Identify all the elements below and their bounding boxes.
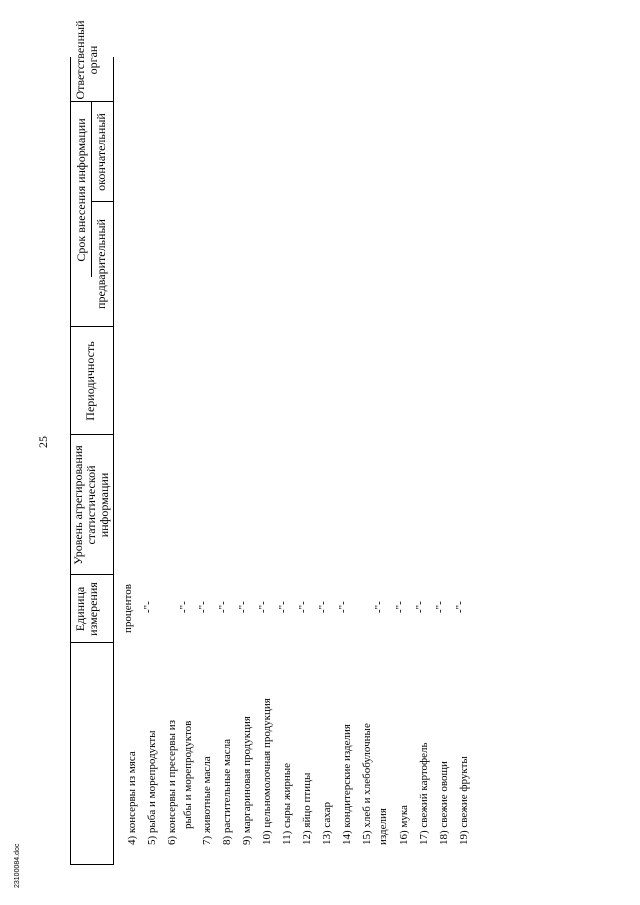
col-sep-6 <box>70 101 113 102</box>
col-sep-5 <box>91 201 113 202</box>
row-label: 16) мука <box>398 805 410 845</box>
row-unit: -"- <box>317 601 329 613</box>
rotated-table <box>58 15 603 865</box>
row-label: 12) яйцо птицы <box>301 772 313 845</box>
row-label: 10) цельномолочная продукция <box>261 698 273 845</box>
row-label: 15) хлеб и хлебобулочные <box>361 723 373 845</box>
row-unit: -"- <box>178 601 190 613</box>
header-final: окончательный <box>94 113 108 191</box>
row-unit: -"- <box>297 601 309 613</box>
row-label: 18) свежие овощи <box>438 761 450 845</box>
col-sep-2 <box>70 574 113 575</box>
header-deadline: Срок внесения информации <box>74 118 88 262</box>
document-filename: 23100084.doc <box>14 843 21 888</box>
row-label: 6) консервы и пресервы из <box>166 720 178 845</box>
row-label: 14) кондитерские изделия <box>341 724 353 845</box>
header-unit: Единица измерения <box>73 582 100 636</box>
row-unit: -"- <box>373 601 385 613</box>
row-label-continuation: рыбы и морепродуктов <box>182 720 194 829</box>
row-unit: -"- <box>337 601 349 613</box>
header-responsible: Ответственный орган <box>73 20 100 100</box>
row-unit: -"- <box>414 601 426 613</box>
row-unit: -"- <box>217 601 229 613</box>
row-label: 7) животные масла <box>201 756 213 845</box>
row-label: 13) сахар <box>321 801 333 845</box>
deadline-split-line <box>91 102 92 277</box>
header-preliminary: предварительный <box>94 219 108 309</box>
header-level: Уровень агрегирования статистической информации <box>71 445 111 565</box>
row-unit: -"- <box>277 601 289 613</box>
header-bottom-line <box>113 57 114 865</box>
page-number: 25 <box>36 436 50 448</box>
row-unit: процентов <box>122 584 134 633</box>
header-periodicity: Периодичность <box>83 341 97 421</box>
row-unit: -"- <box>257 601 269 613</box>
row-label: 11) сыры жирные <box>281 762 293 845</box>
left-edge-line <box>70 864 113 865</box>
row-label: 8) растительные масла <box>221 739 233 845</box>
row-unit: -"- <box>197 601 209 613</box>
row-label: 5) рыба и морепродукты <box>146 730 158 845</box>
row-unit: -"- <box>454 601 466 613</box>
col-sep-4 <box>70 326 113 327</box>
row-label: 17) свежий картофель <box>418 742 430 845</box>
row-unit: -"- <box>142 601 154 613</box>
row-unit: -"- <box>394 601 406 613</box>
row-label: 19) свежие фрукты <box>458 756 470 845</box>
row-label-continuation: изделия <box>377 808 389 845</box>
row-label: 4) консервы из мяса <box>126 751 138 845</box>
col-sep-1 <box>70 642 113 643</box>
row-unit: -"- <box>434 601 446 613</box>
row-unit: -"- <box>237 601 249 613</box>
col-sep-3 <box>70 434 113 435</box>
row-label: 9) маргариновая продукция <box>241 716 253 845</box>
